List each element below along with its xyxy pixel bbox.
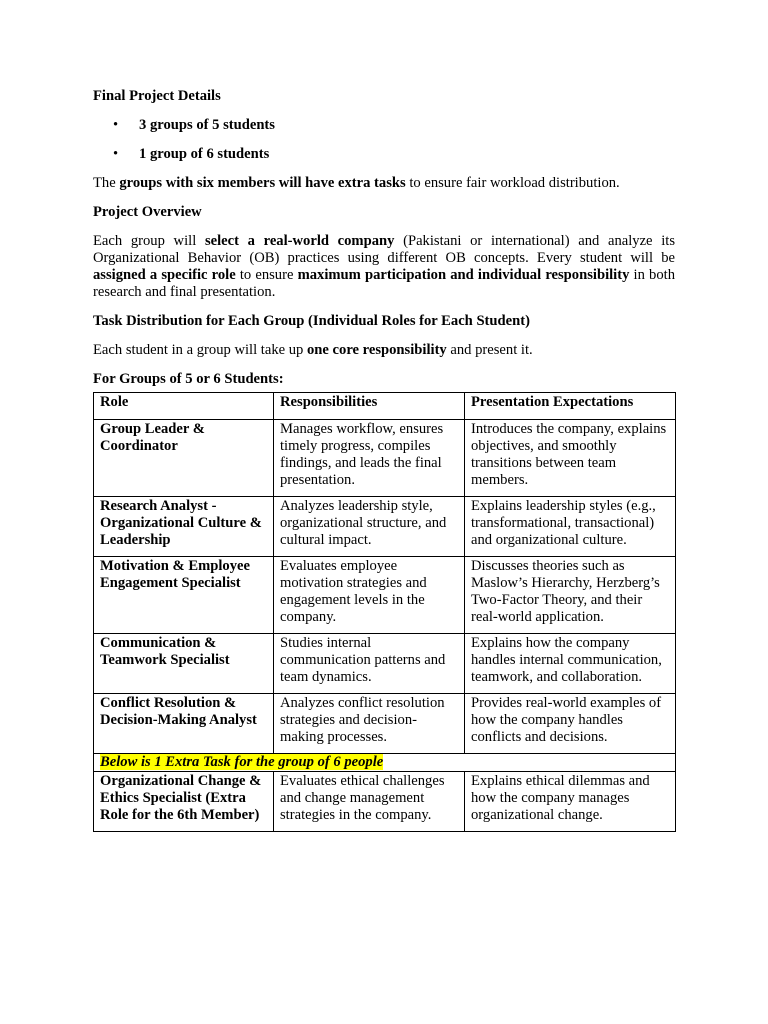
responsibility-cell: Analyzes leadership style, organizational structure, and cultural impact. [274, 497, 465, 557]
column-header: Role [94, 393, 274, 420]
table-row [94, 557, 676, 634]
table-row [94, 694, 676, 754]
expectation-cell: Discusses theories such as Maslow’s Hierarchy, Herzberg’s Two-Factor Theory, and their real-world application. [465, 557, 676, 634]
column-header: Presentation Expectations [465, 393, 676, 420]
overview-heading: Project Overview [93, 204, 202, 220]
column-header: Responsibilities [274, 393, 465, 420]
responsibility-cell: Manages workflow, ensures timely progress, compiles findings, and leads the final presentation. [274, 420, 465, 497]
page-title: Final Project Details [93, 88, 221, 104]
responsibility-cell: Evaluates employee motivation strategies and engagement levels in the company. [274, 557, 465, 634]
extra-task-banner-row [94, 754, 676, 772]
list-item: • 3 groups of 5 students [113, 117, 275, 133]
task-distribution-paragraph: Each student in a group will take up one core responsibility and present it. [93, 342, 533, 358]
expectation-cell: Introduces the company, explains objectives, and smoothly transitions between team members. [465, 420, 676, 497]
role-cell: Organizational Change & Ethics Specialist (Extra Role for the 6th Member) [94, 772, 274, 832]
document-body [93, 88, 675, 832]
table-row [94, 772, 676, 832]
extra-task-banner [94, 754, 676, 772]
table-row [94, 420, 676, 497]
roles-table [93, 392, 676, 832]
group-size-list [93, 117, 675, 163]
role-cell: Research Analyst - Organizational Culture & Leadership [94, 497, 274, 557]
role-cell: Motivation & Employee Engagement Specialist [94, 557, 274, 634]
expectation-cell: Explains how the company handles internal communication, teamwork, and collaboration. [465, 634, 676, 694]
role-cell: Group Leader & Coordinator [94, 420, 274, 497]
highlighted-note: Below is 1 Extra Task for the group of 6 people [100, 754, 384, 770]
table-header-row [94, 393, 676, 420]
responsibility-cell: Evaluates ethical challenges and change management strategies in the company. [274, 772, 465, 832]
role-cell: Conflict Resolution & Decision-Making Analyst [94, 694, 274, 754]
overview-paragraph: Each group will select a real-world company (Pakistani or international) and analyze its Organizational Behavior (OB) practices using different OB concepts. Every student will be assigned a specific role to ensure maximum participation and individual responsibility in both research and final presentation. [93, 233, 675, 300]
list-item: • 1 group of 6 students [113, 146, 270, 162]
responsibility-cell: Analyzes conflict resolution strategies and decision-making processes. [274, 694, 465, 754]
task-distribution-heading: Task Distribution for Each Group (Individual Roles for Each Student) [93, 313, 530, 329]
expectation-cell: Explains leadership styles (e.g., transformational, transactional) and organizational culture. [465, 497, 676, 557]
table-row [94, 497, 676, 557]
expectation-cell: Explains ethical dilemmas and how the company manages organizational change. [465, 772, 676, 832]
workload-note: The groups with six members will have extra tasks to ensure fair workload distribution. [93, 175, 620, 191]
role-cell: Communication & Teamwork Specialist [94, 634, 274, 694]
table-row [94, 634, 676, 694]
expectation-cell: Provides real-world examples of how the company handles conflicts and decisions. [465, 694, 676, 754]
responsibility-cell: Studies internal communication patterns and team dynamics. [274, 634, 465, 694]
table-heading: For Groups of 5 or 6 Students: [93, 371, 284, 387]
